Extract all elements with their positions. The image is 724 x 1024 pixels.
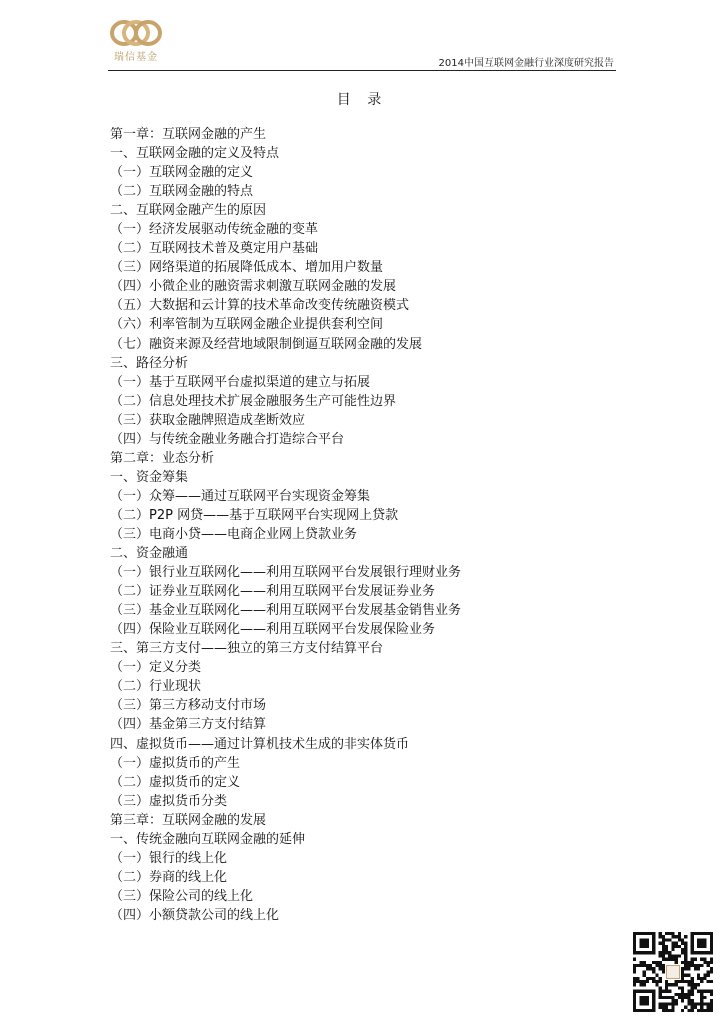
qr-code-icon xyxy=(633,932,713,1012)
toc-entry: 一、互联网金融的定义及特点 xyxy=(110,146,280,162)
toc-entry: （二）券商的线上化 xyxy=(110,869,228,885)
toc-entry: 一、传统金融向互联网金融的延伸 xyxy=(110,831,306,847)
toc-entry: 二、资金融通 xyxy=(110,546,189,562)
toc-entry: （一）众筹——通过互联网平台实现资金筹集 xyxy=(110,488,371,504)
toc-entry: 三、路径分析 xyxy=(110,355,189,371)
header-divider xyxy=(108,70,616,71)
report-title: 2014中国互联网金融行业深度研究报告 xyxy=(438,58,614,69)
toc-entry: （一）虚拟货币的产生 xyxy=(110,755,241,771)
toc-entry: （一）互联网金融的定义 xyxy=(110,165,254,181)
toc-entry: （二）信息处理技术扩展金融服务生产可能性边界 xyxy=(110,393,397,409)
toc-entry: （四）小微企业的融资需求刺激互联网金融的发展 xyxy=(110,279,397,295)
toc-entry: （七）融资来源及经营地域限制倒逼互联网金融的发展 xyxy=(110,336,423,352)
toc-entry: （三）网络渠道的拓展降低成本、增加用户数量 xyxy=(110,260,384,276)
toc-entry: （三）基金业互联网化——利用互联网平台发展基金销售业务 xyxy=(110,603,462,619)
toc-entry: （一）银行的线上化 xyxy=(110,850,228,866)
toc-entry: （二）互联网技术普及奠定用户基础 xyxy=(110,241,319,257)
toc-entry: 第三章：互联网金融的发展 xyxy=(110,812,267,828)
logo-text: 瑞信基金 xyxy=(114,52,158,63)
toc-entry: 一、资金筹集 xyxy=(110,469,189,485)
logo-emblem-icon xyxy=(108,18,164,48)
toc-entry: （六）利率管制为互联网金融企业提供套利空间 xyxy=(110,317,384,333)
toc-entry: 三、第三方支付——独立的第三方支付结算平台 xyxy=(110,641,384,657)
toc-entry: （一）定义分类 xyxy=(110,660,202,676)
toc-entry: 四、虚拟货币——通过计算机技术生成的非实体货币 xyxy=(110,736,410,752)
table-of-contents xyxy=(110,125,461,925)
toc-entry: （二）P2P 网贷——基于互联网平台实现网上贷款 xyxy=(110,507,399,523)
toc-entry: （三）保险公司的线上化 xyxy=(110,888,254,904)
toc-entry: （二）互联网金融的特点 xyxy=(110,184,254,200)
toc-entry: （一）银行业互联网化——利用互联网平台发展银行理财业务 xyxy=(110,565,462,581)
toc-entry: （四）保险业互联网化——利用互联网平台发展保险业务 xyxy=(110,622,436,638)
toc-entry: （一）经济发展驱动传统金融的变革 xyxy=(110,222,319,238)
toc-entry: （二）行业现状 xyxy=(110,679,202,695)
toc-entry: （三）第三方移动支付市场 xyxy=(110,698,267,714)
toc-entry: （一）基于互联网平台虚拟渠道的建立与拓展 xyxy=(110,374,371,390)
company-logo xyxy=(108,18,164,66)
toc-entry: （三）虚拟货币分类 xyxy=(110,793,228,809)
toc-entry: 二、互联网金融产生的原因 xyxy=(110,203,267,219)
toc-entry: （二）虚拟货币的定义 xyxy=(110,774,241,790)
toc-entry: 第二章：业态分析 xyxy=(110,450,215,466)
toc-heading: 目 录 xyxy=(336,92,388,108)
toc-entry: （二）证券业互联网化——利用互联网平台发展证券业务 xyxy=(110,584,436,600)
toc-entry: （三）电商小贷——电商企业网上贷款业务 xyxy=(110,526,358,542)
toc-entry: 第一章：互联网金融的产生 xyxy=(110,127,267,142)
toc-entry: （四）小额贷款公司的线上化 xyxy=(110,907,280,923)
toc-entry: （四）与传统金融业务融合打造综合平台 xyxy=(110,431,345,447)
toc-entry: （五）大数据和云计算的技术革命改变传统融资模式 xyxy=(110,298,410,314)
toc-entry: （三）获取金融牌照造成垄断效应 xyxy=(110,412,306,428)
toc-entry: （四）基金第三方支付结算 xyxy=(110,717,267,733)
